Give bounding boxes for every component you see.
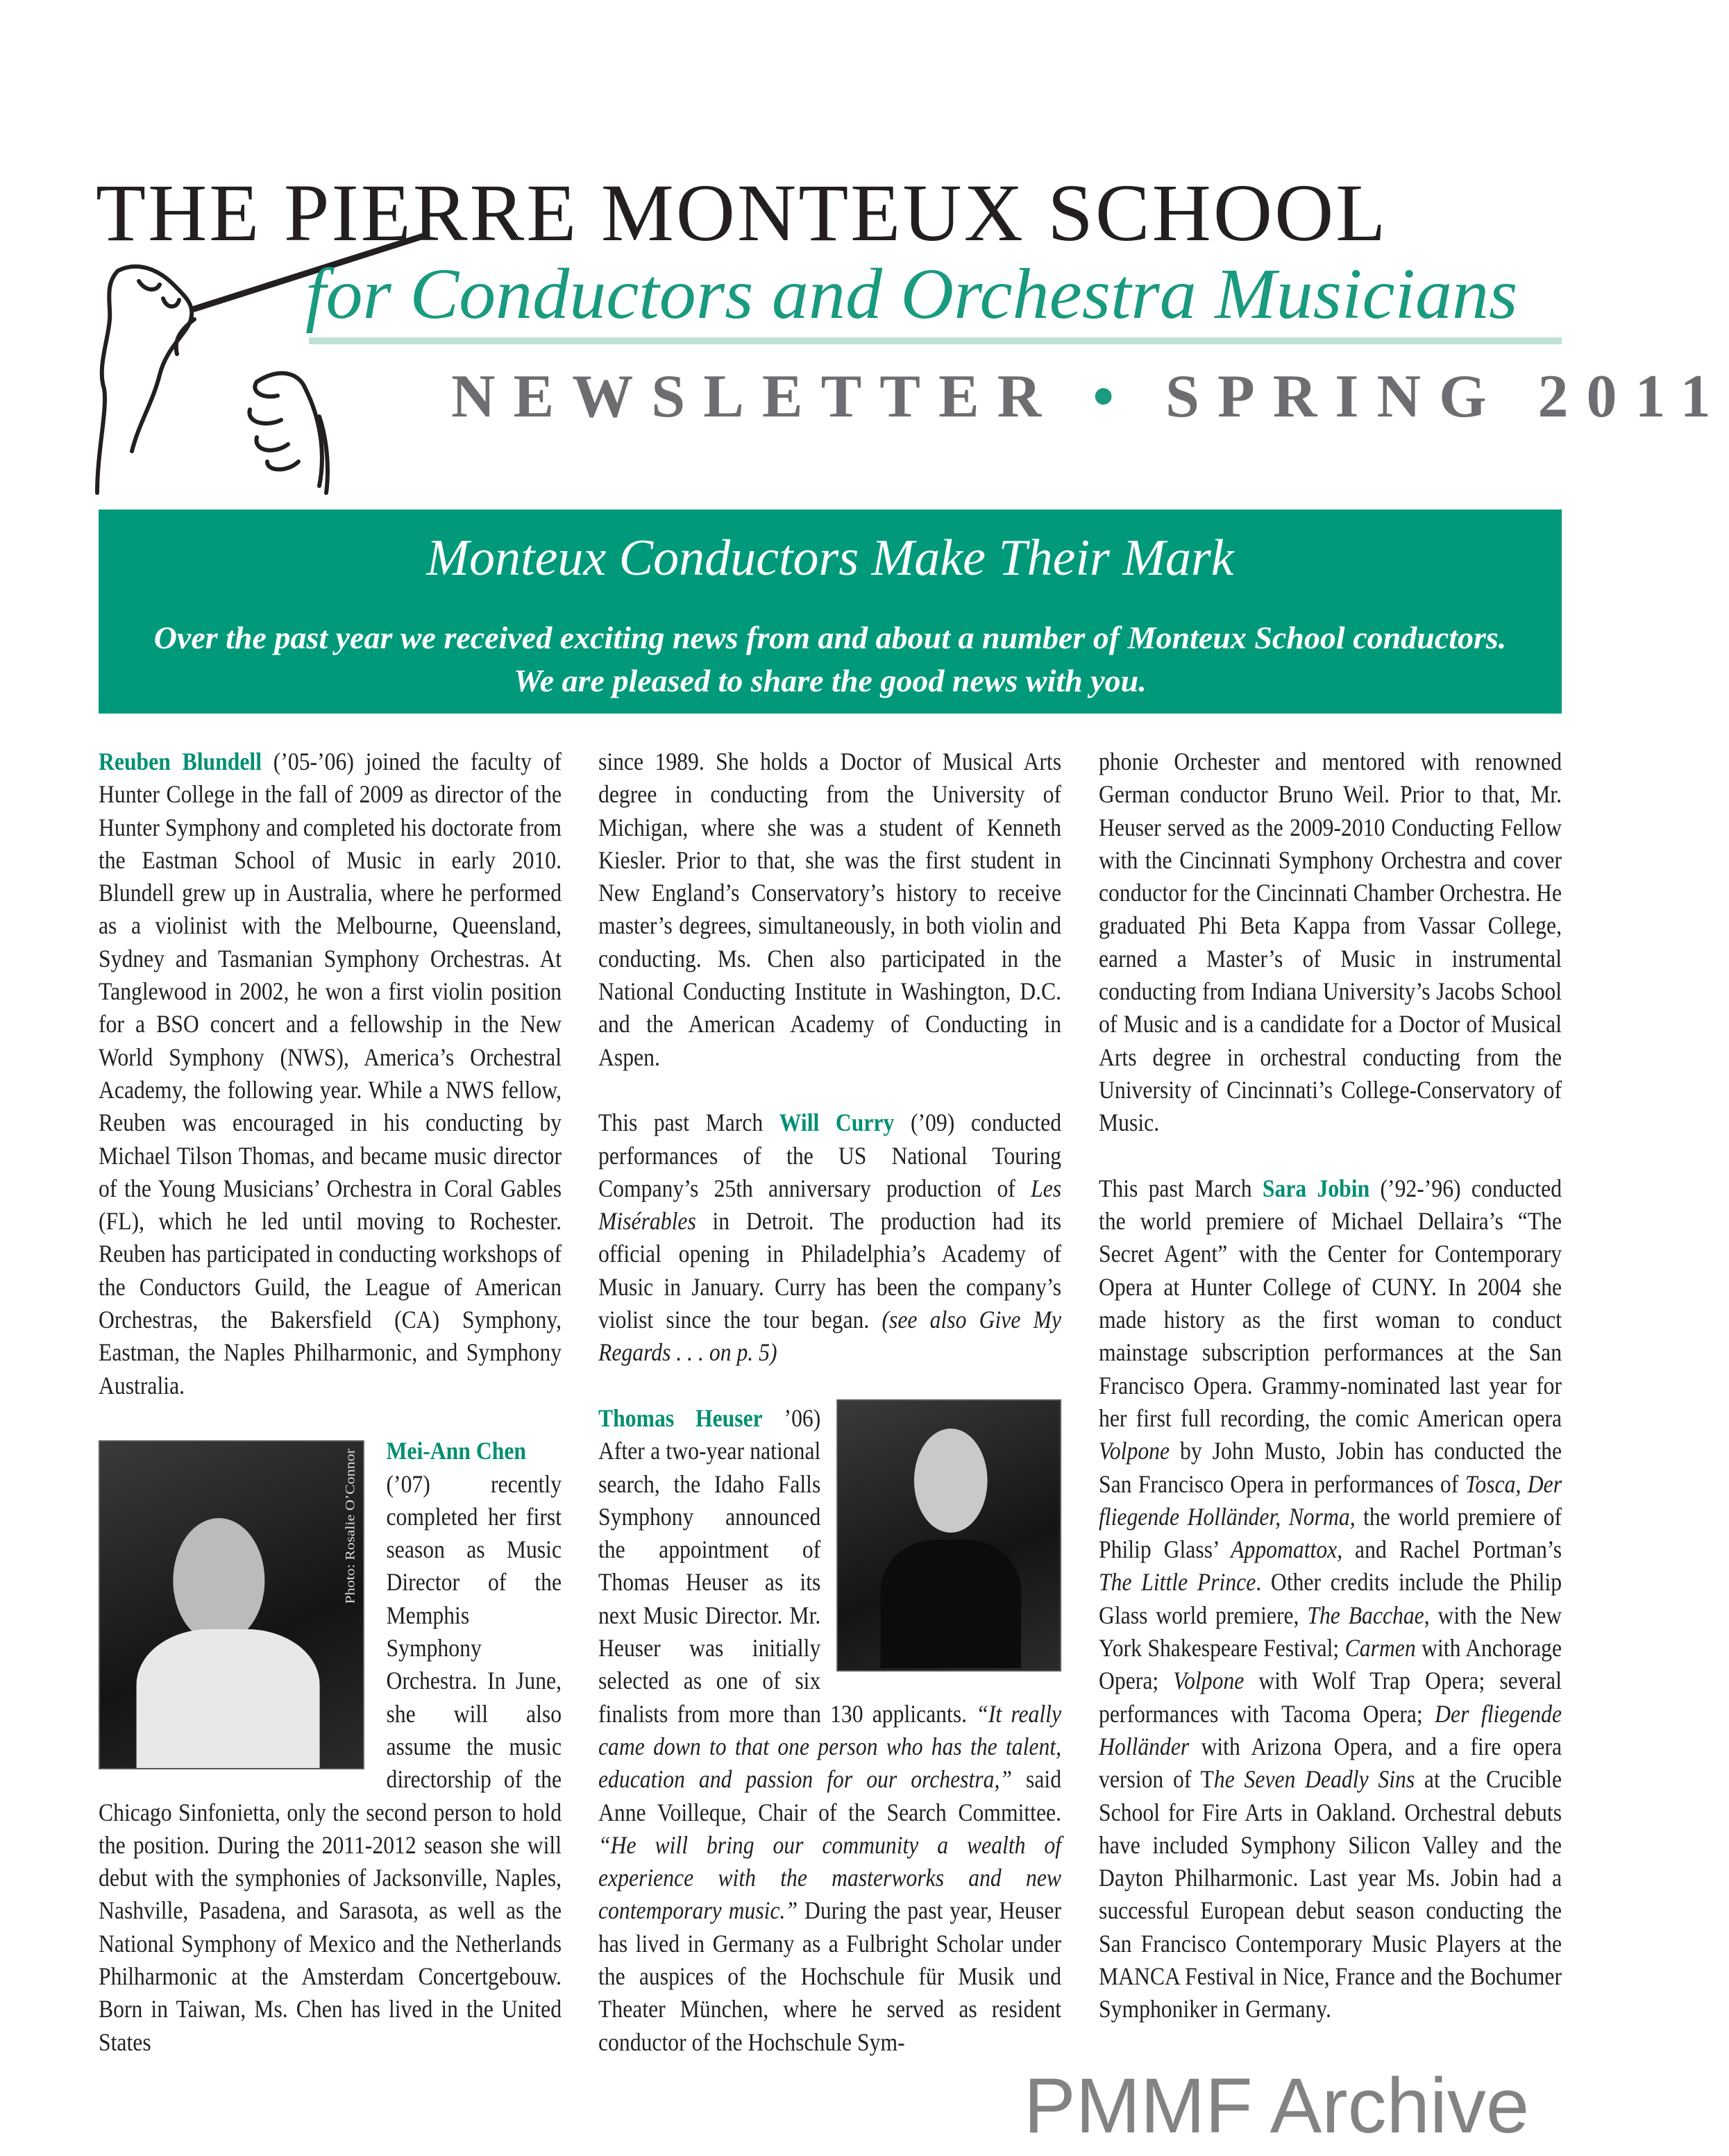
conductor-name: Sara Jobin bbox=[1262, 1174, 1370, 1202]
body-text: (’92-’96) conducted the world premiere of Michael Dellaira’s “The Secret Agent” with the Center for Contemporary Opera at Hunter College of CUNY. In 2004 she made history as the first woman to conduct mainstage subscription performances at the San Francisco Opera. Grammy-nominated last year for her first full recording, the comic American opera bbox=[1099, 1174, 1562, 1432]
body-text: with Wolf Trap Opera; several performances with Tacoma Opera; bbox=[1099, 1667, 1562, 1728]
italic-text: (see also Give My Regards . . . on p. 5) bbox=[598, 1306, 1062, 1367]
masthead-subtitle: for Conductors and Orchestra Musicians bbox=[305, 254, 1518, 334]
issue-line bbox=[451, 363, 1729, 430]
portrait-face bbox=[173, 1518, 264, 1643]
article-paragraph bbox=[598, 1402, 1061, 2059]
italic-text: Les Misérables bbox=[598, 1174, 1062, 1236]
body-text: (’09) conducted performances of the US National Touring Company’s 25th anniversary production of bbox=[598, 1109, 1062, 1202]
article-paragraph bbox=[598, 746, 1061, 1074]
separator-dot: • bbox=[1093, 363, 1133, 430]
body-text: ’06) After a two-year national search, the Idaho Falls Symphony announced the appointment of Thomas Heuser as its next Music Director. Mr. Heuser was initially selected as one of six finalists from more than 130 applicants. bbox=[598, 1404, 977, 1728]
article-column-2 bbox=[598, 746, 1061, 2059]
body-text: said Anne Voilleque, Chair of the Search Committee. bbox=[598, 1765, 1062, 1826]
article-paragraph bbox=[99, 1435, 562, 2059]
archive-watermark: PMMF Archive bbox=[1024, 2062, 1530, 2149]
body-text: in Detroit. The production had its official opening in Philadelphia’s Academy of Music in January. Curry has been the company’s violist since the tour began. bbox=[598, 1207, 1062, 1334]
body-text: since 1989. She holds a Doctor of Musical Arts degree in conducting from the University of Michigan, where she was a student of Kenneth Kiesler. Prior to that, she was the first student in New England’s Conservatory’s history to receive master’s degrees, simultaneously, in both violin and conducting. Ms. Chen also participated in the National Conducting Institute in Washington, D.C. and the American Academy of Conducting in Aspen. bbox=[598, 748, 1062, 1071]
italic-text: Volpone bbox=[1173, 1667, 1245, 1695]
italic-text: Volpone bbox=[1099, 1437, 1170, 1465]
italic-text: “He will bring our community a wealth of experience with the masterworks and new contemporary music.” bbox=[598, 1830, 1062, 1925]
portrait-face bbox=[914, 1429, 988, 1533]
italic-text: he Seven Deadly Sins bbox=[1213, 1765, 1415, 1794]
body-text: at the Crucible School for Fire Arts in Oakland. Orchestral debuts have included Symphony Silicon Valley and the Dayton Philharmonic. Last year Ms. Jobin had a successful European debut season conducting the San Francisco Contemporary Music Players at the MANCA Festival in Nice, France and the Bochumer Symphoniker in Germany. bbox=[1099, 1765, 1562, 2023]
conductor-name: Mei-Ann Chen bbox=[386, 1437, 527, 1465]
conductor-name: Reuben Blundell bbox=[99, 748, 262, 775]
body-text: and Rachel Portman’s bbox=[1342, 1535, 1562, 1564]
conductor-name: Thomas Heuser bbox=[598, 1404, 763, 1432]
issue-label: SPRING 2011 bbox=[1165, 363, 1729, 430]
article-paragraph bbox=[1099, 1172, 1562, 2026]
body-text: with Arizona Opera, and a fire opera version of T bbox=[1099, 1732, 1562, 1794]
mei-ann-chen-photo bbox=[99, 1440, 364, 1769]
masthead-divider bbox=[309, 337, 1562, 344]
conductor-name: Will Curry bbox=[779, 1109, 895, 1137]
italic-text: The Bacchae bbox=[1307, 1601, 1424, 1629]
article-paragraph bbox=[598, 1106, 1061, 1369]
body-text: This past March bbox=[1099, 1174, 1263, 1202]
headline-banner bbox=[99, 509, 1562, 714]
italic-text: Tosca, Der fliegende Holländer, Norma, bbox=[1099, 1469, 1562, 1531]
body-text: with Anchorage Opera; bbox=[1099, 1634, 1562, 1695]
portrait-suit bbox=[881, 1540, 1021, 1668]
body-text: (’05-’06) joined the faculty of Hunter College in the fall of 2009 as director of the Hunter Symphony and completed his doctorate from the Eastman School of Music in early 2010. Blundell grew up in Australia, where he performed as a violinist with the Melbourne, Queensland, Sydney and Tasmanian Symphony Orchestras. At Tanglewood in 2002, he won a first violin position for a BSO concert and a fellowship in the New World Symphony (NWS), America’s Orchestral Academy, the following year. While a NWS fellow, Reuben was encouraged in his conducting by Michael Tilson Thomas, and became music director of the Young Musicians’ Orchestra in Coral Gables (FL), which he led until moving to Rochester. Reuben has participated in conducting workshops of the Conductors Guild, the League of American Orchestras, the Bakersfield (CA) Symphony, Eastman, the Naples Philharmonic, and Symphony Australia. bbox=[99, 748, 562, 1399]
body-text: During the past year, Heuser has lived in Germany as a Fulbright Scholar under the auspices of the Hochschule für Musik und Theater München, where he served as resident conductor of the Hochschule Sym- bbox=[598, 1896, 1062, 2056]
article-column-3 bbox=[1099, 746, 1562, 2026]
banner-title: Monteux Conductors Make Their Mark bbox=[426, 530, 1234, 587]
body-text: . Other credits include the Philip Glass world premiere, bbox=[1099, 1568, 1562, 1629]
thomas-heuser-photo bbox=[836, 1399, 1061, 1671]
masthead-title: THE PIERRE MONTEUX SCHOOL bbox=[96, 167, 1388, 258]
article-paragraph bbox=[1099, 746, 1562, 1140]
photo-credit: Photo: Rosalie O’Connor bbox=[342, 1449, 358, 1604]
italic-text: Der fliegende Holländer bbox=[1099, 1699, 1562, 1760]
banner-intro-line: Over the past year we received exciting news from and about a number of Monteux School conductors. bbox=[153, 620, 1507, 655]
body-text: phonie Orchester and mentored with renowned German conductor Bruno Weil. Prior to that, Mr. Heuser served as the 2009-2010 Conducting Fellow with the Cincinnati Symphony Orchestra and cover conductor for the Cincinnati Chamber Orchestra. He graduated Phi Beta Kappa from Vassar College, earned a Master’s of Music in instrumental conducting from Indiana University’s Jacobs School of Music and is a candidate for a Doctor of Musical Arts degree in orchestral conducting from the University of Cincinnati’s College-Conservatory of Music. bbox=[1099, 748, 1562, 1137]
body-text: the world premiere of Philip Glass’ bbox=[1099, 1502, 1562, 1564]
body-text: This past March bbox=[598, 1109, 779, 1137]
newsletter-label: NEWSLETTER bbox=[451, 363, 1060, 430]
banner-intro-line: We are pleased to share the good news with you. bbox=[514, 663, 1147, 698]
body-text: by John Musto, Jobin has conducted the San Francisco Opera in performances of bbox=[1099, 1437, 1562, 1498]
italic-text: Appomattox, bbox=[1231, 1535, 1343, 1564]
body-text: , with the New York Shakespeare Festival; bbox=[1099, 1601, 1562, 1662]
body-text: (’07) recently completed her first season as Music Director of the Memphis Symphony Orchestra. In June, she will also assume the music directorship of the Chicago Sinfonietta, only the second person to hold the position. During the 2011-2012 season she will debut with the symphonies of Jacksonville, Naples, Nashville, Pasadena, and Sarasota, as well as the National Symphony of Mexico and the Netherlands Philharmonic at the Amsterdam Concertgebouw. Born in Taiwan, Ms. Chen has lived in the United States bbox=[99, 1469, 562, 2056]
italic-text: The Little Prince bbox=[1099, 1568, 1256, 1597]
article-column-1 bbox=[99, 746, 562, 2059]
italic-text: Carmen bbox=[1344, 1634, 1416, 1662]
portrait-jacket bbox=[137, 1629, 320, 1768]
italic-text: “It really came down to that one person who has the talent, education and passion for our orchestra,” bbox=[598, 1699, 1062, 1794]
article-paragraph bbox=[99, 746, 562, 1402]
